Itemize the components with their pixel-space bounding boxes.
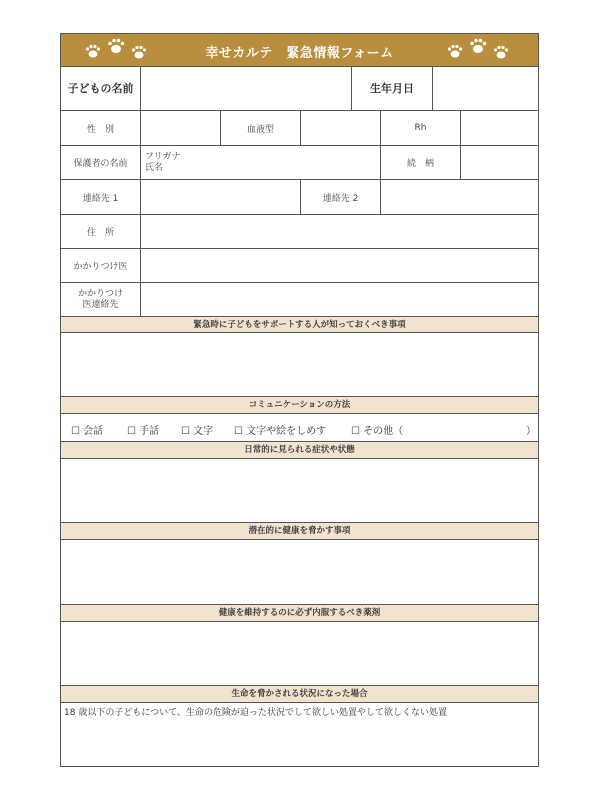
- section-symptoms: 日常的に見られる症状や状態: [61, 442, 538, 459]
- checkbox-sign-language[interactable]: ☐ 手話: [127, 426, 160, 437]
- textarea-health-threats[interactable]: [61, 540, 538, 605]
- input-child-name[interactable]: [141, 66, 352, 110]
- section-medication: 健康を維持するのに必ず内服するべき薬剤: [61, 605, 538, 622]
- label-contact-1: 連絡先 1: [61, 180, 141, 214]
- input-doctor-contact[interactable]: [141, 283, 538, 316]
- label-doctor-contact: [61, 283, 141, 316]
- form-header: [61, 34, 538, 67]
- row-gender-blood: [61, 111, 538, 146]
- input-birthdate[interactable]: [433, 66, 538, 110]
- checkbox-text[interactable]: ☐ 文字: [181, 426, 214, 437]
- row-guardian: [61, 146, 538, 180]
- communication-options: [61, 414, 538, 442]
- input-address[interactable]: [141, 215, 538, 248]
- label-contact-2: 連絡先 2: [301, 180, 381, 214]
- input-contact-1[interactable]: [141, 180, 301, 214]
- furigana-label: フリガナ: [145, 151, 181, 162]
- textarea-life-threat[interactable]: [61, 703, 538, 766]
- label-address: 住 所: [61, 215, 141, 248]
- label-gender: 性 別: [61, 111, 141, 145]
- checkbox-conversation[interactable]: ☐ 会話: [71, 426, 104, 437]
- section-health-threats: 潜在的に健康を脅かす事項: [61, 523, 538, 540]
- section-support-info: 緊急時に子どもをサポートする人が知っておくべき事項: [61, 316, 538, 333]
- doctor-contact-line2: 医連絡先: [82, 299, 119, 310]
- life-threat-note: 18 歳以下の子どもについて、生命の危険が迫った状況でして欲しい処置やして欲しくない処置: [64, 708, 447, 718]
- section-communication: コミュニケーションの方法: [61, 397, 538, 414]
- label-rh: Rh: [381, 111, 461, 145]
- label-blood-type: 血液型: [221, 111, 301, 145]
- input-relation[interactable]: [461, 146, 538, 179]
- row-child-name: [61, 66, 538, 111]
- checkbox-other[interactable]: ☐ その他（: [351, 426, 404, 437]
- row-contacts: [61, 180, 538, 215]
- label-guardian-name: 保護者の名前: [61, 146, 141, 179]
- textarea-symptoms[interactable]: [61, 459, 538, 523]
- paw-icons-right: [443, 37, 513, 63]
- input-guardian-name[interactable]: [141, 146, 381, 179]
- label-child-name: 子どもの名前: [61, 66, 141, 110]
- checkbox-text-pictures[interactable]: ☐ 文字や絵をしめす: [234, 426, 327, 437]
- input-gender[interactable]: [141, 111, 221, 145]
- row-doctor-contact: [61, 283, 538, 316]
- row-address: [61, 215, 538, 249]
- row-doctor: [61, 249, 538, 283]
- input-contact-2[interactable]: [381, 180, 538, 214]
- textarea-medication[interactable]: [61, 622, 538, 686]
- shimei-label: 氏名: [145, 162, 164, 173]
- input-blood-type[interactable]: [301, 111, 381, 145]
- doctor-contact-line1: かかりつけ: [77, 288, 123, 299]
- section-life-threat: 生命を脅かされる状況になった場合: [61, 686, 538, 703]
- other-close-paren: ）: [526, 426, 536, 437]
- paw-print-icon: [443, 37, 513, 63]
- form-title: 幸せカルテ 緊急情報フォーム: [205, 46, 394, 61]
- input-doctor[interactable]: [141, 249, 538, 282]
- label-birthdate: 生年月日: [352, 66, 433, 110]
- emergency-info-form: [60, 33, 539, 767]
- label-doctor: かかりつけ医: [61, 249, 141, 282]
- textarea-support-info[interactable]: [61, 333, 538, 397]
- input-rh[interactable]: [461, 111, 538, 145]
- label-relation: 続 柄: [381, 146, 461, 179]
